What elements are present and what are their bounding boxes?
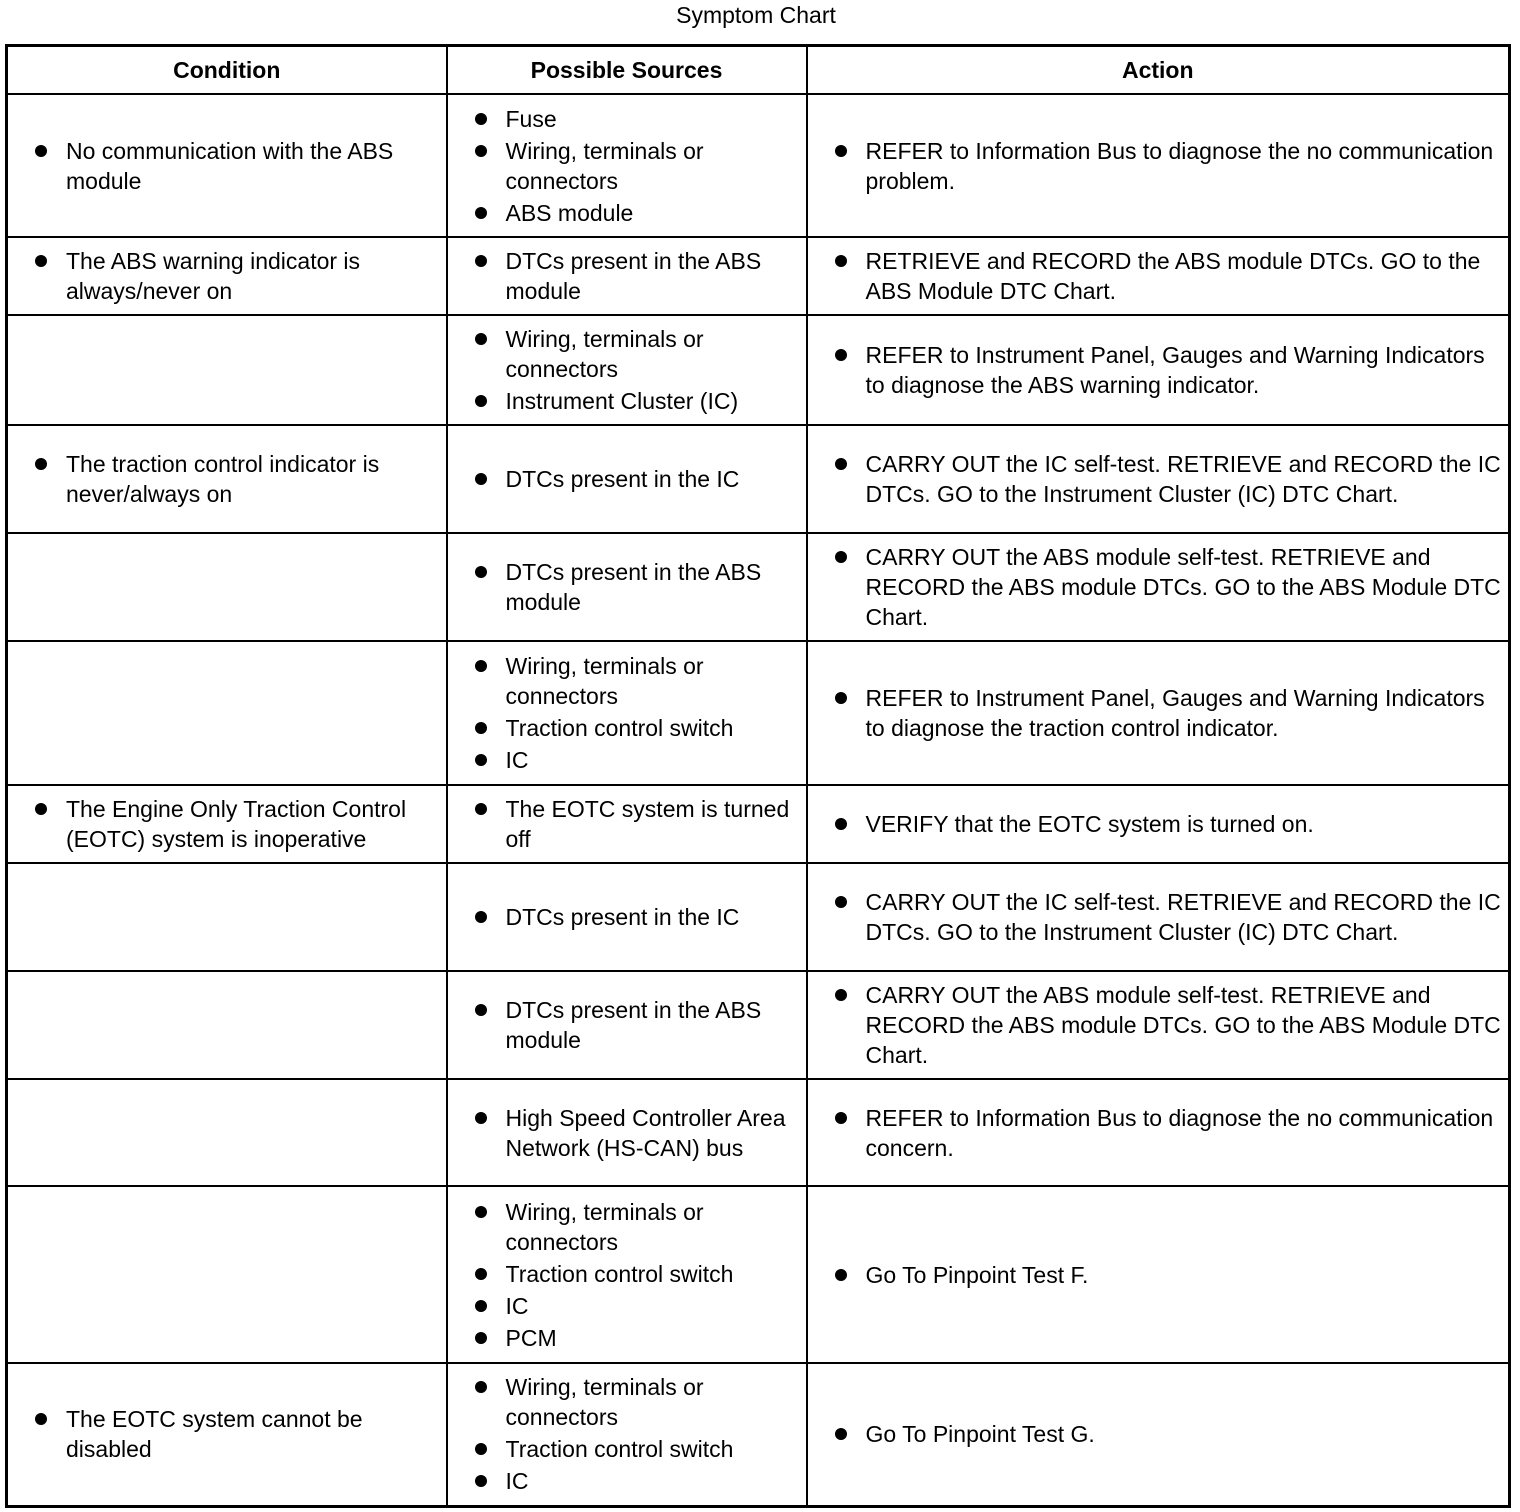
possible-sources-cell (447, 1186, 807, 1363)
condition-text: The traction control indicator is never/always on (8, 449, 446, 509)
table-row (7, 785, 1510, 863)
condition-cell (7, 315, 447, 425)
header-action: Action (807, 46, 1510, 95)
chart-title: Symptom Chart (676, 2, 836, 28)
action-text: Go To Pinpoint Test G. (808, 1419, 1509, 1449)
source-item: IC (448, 1466, 806, 1496)
source-item: Wiring, terminals or connectors (448, 651, 806, 711)
table-row (7, 641, 1510, 785)
possible-sources-cell (447, 785, 807, 863)
condition-cell (7, 785, 447, 863)
source-item: DTCs present in the ABS module (448, 995, 806, 1055)
source-item: DTCs present in the IC (448, 902, 806, 932)
table-row (7, 971, 1510, 1079)
condition-cell (7, 94, 447, 237)
condition-text: The ABS warning indicator is always/never on (8, 246, 446, 306)
table-row (7, 1363, 1510, 1506)
action-cell (807, 863, 1510, 971)
condition-cell (7, 1186, 447, 1363)
table-row (7, 863, 1510, 971)
action-cell (807, 425, 1510, 533)
action-text: CARRY OUT the IC self-test. RETRIEVE and RECORD the IC DTCs. GO to the Instrument Cluster (IC) DTC Chart. (808, 887, 1509, 947)
action-cell (807, 971, 1510, 1079)
action-cell (807, 785, 1510, 863)
possible-sources-cell (447, 971, 807, 1079)
table-row (7, 425, 1510, 533)
source-item: Wiring, terminals or connectors (448, 324, 806, 384)
condition-cell (7, 641, 447, 785)
action-text: CARRY OUT the ABS module self-test. RETRIEVE and RECORD the ABS module DTCs. GO to the ABS Module DTC Chart. (808, 980, 1509, 1070)
action-text: VERIFY that the EOTC system is turned on. (808, 809, 1509, 839)
condition-text: The EOTC system cannot be disabled (8, 1404, 446, 1464)
action-cell (807, 94, 1510, 237)
source-item: Wiring, terminals or connectors (448, 1197, 806, 1257)
condition-cell (7, 1363, 447, 1506)
condition-cell (7, 971, 447, 1079)
possible-sources-cell (447, 94, 807, 237)
condition-cell (7, 863, 447, 971)
action-cell (807, 641, 1510, 785)
condition-text: The Engine Only Traction Control (EOTC) system is inoperative (8, 794, 446, 854)
table-row (7, 533, 1510, 641)
action-text: REFER to Instrument Panel, Gauges and Warning Indicators to diagnose the traction control indicator. (808, 683, 1509, 743)
action-text: CARRY OUT the IC self-test. RETRIEVE and RECORD the IC DTCs. GO to the Instrument Cluster (IC) DTC Chart. (808, 449, 1509, 509)
table-row (7, 315, 1510, 425)
source-item: Traction control switch (448, 1259, 806, 1289)
condition-cell (7, 533, 447, 641)
condition-cell (7, 237, 447, 315)
action-cell (807, 1079, 1510, 1186)
table-row (7, 1079, 1510, 1186)
source-item: The EOTC system is turned off (448, 794, 806, 854)
header-row (7, 46, 1510, 95)
source-item: DTCs present in the IC (448, 464, 806, 494)
source-item: PCM (448, 1323, 806, 1353)
action-cell (807, 1363, 1510, 1506)
action-cell (807, 315, 1510, 425)
source-item: Traction control switch (448, 1434, 806, 1464)
source-item: Fuse (448, 104, 806, 134)
table-row (7, 94, 1510, 237)
header-condition: Condition (7, 46, 447, 95)
condition-cell (7, 1079, 447, 1186)
possible-sources-cell (447, 237, 807, 315)
header-possible-sources: Possible Sources (447, 46, 807, 95)
source-item: IC (448, 745, 806, 775)
action-text: REFER to Instrument Panel, Gauges and Warning Indicators to diagnose the ABS warning indicator. (808, 340, 1509, 400)
source-item: Wiring, terminals or connectors (448, 136, 806, 196)
possible-sources-cell (447, 315, 807, 425)
action-cell (807, 237, 1510, 315)
possible-sources-cell (447, 863, 807, 971)
possible-sources-cell (447, 641, 807, 785)
possible-sources-cell (447, 533, 807, 641)
source-item: High Speed Controller Area Network (HS-CAN) bus (448, 1103, 806, 1163)
condition-cell (7, 425, 447, 533)
possible-sources-cell (447, 1363, 807, 1506)
source-item: DTCs present in the ABS module (448, 557, 806, 617)
action-cell (807, 533, 1510, 641)
action-text: CARRY OUT the ABS module self-test. RETRIEVE and RECORD the ABS module DTCs. GO to the ABS Module DTC Chart. (808, 542, 1509, 632)
action-text: Go To Pinpoint Test F. (808, 1260, 1509, 1290)
possible-sources-cell (447, 1079, 807, 1186)
source-item: Traction control switch (448, 713, 806, 743)
action-text: REFER to Information Bus to diagnose the no communication problem. (808, 136, 1509, 196)
table-row (7, 237, 1510, 315)
source-item: Wiring, terminals or connectors (448, 1372, 806, 1432)
source-item: DTCs present in the ABS module (448, 246, 806, 306)
action-text: RETRIEVE and RECORD the ABS module DTCs. GO to the ABS Module DTC Chart. (808, 246, 1509, 306)
source-item: Instrument Cluster (IC) (448, 386, 806, 416)
condition-text: No communication with the ABS module (8, 136, 446, 196)
action-text: REFER to Information Bus to diagnose the no communication concern. (808, 1103, 1509, 1163)
symptom-table (5, 44, 1511, 1508)
action-cell (807, 1186, 1510, 1363)
source-item: ABS module (448, 198, 806, 228)
source-item: IC (448, 1291, 806, 1321)
possible-sources-cell (447, 425, 807, 533)
table-body (7, 94, 1510, 1506)
table-row (7, 1186, 1510, 1363)
